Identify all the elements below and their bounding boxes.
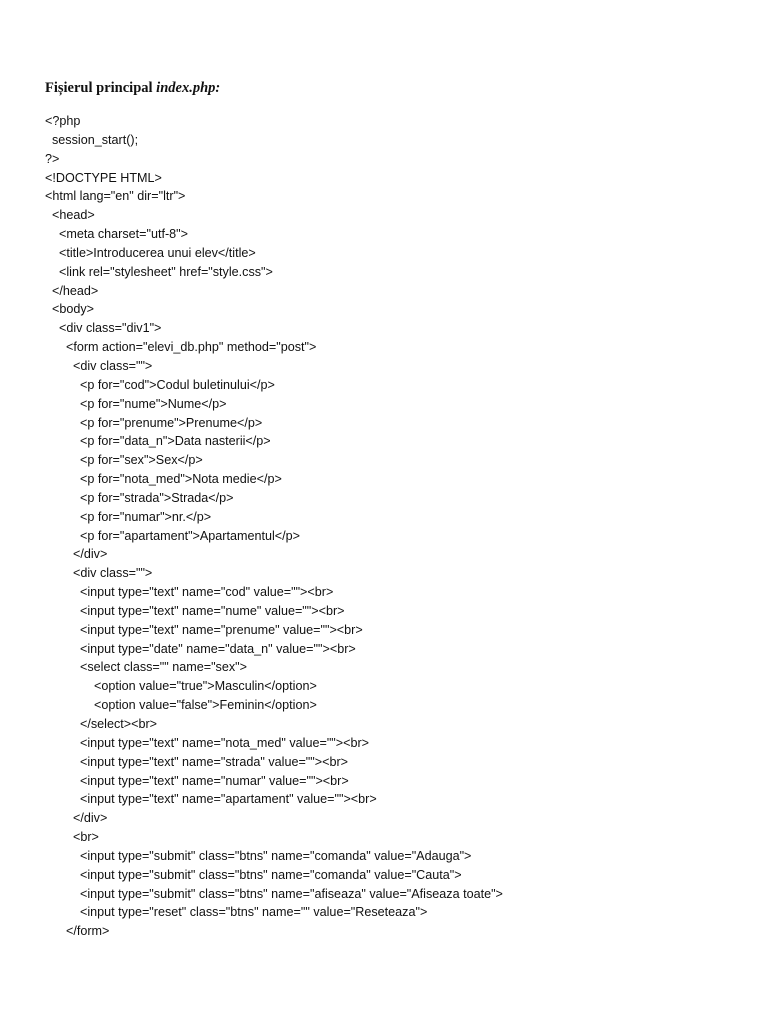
code-line: <meta charset="utf-8"> bbox=[45, 227, 188, 242]
section-heading bbox=[45, 80, 220, 97]
code-line: <input type="text" name="nota_med" value=""><br> bbox=[45, 735, 370, 750]
code-line: <br> bbox=[45, 830, 99, 845]
code-line: <input type="text" name="prenume" value=""><br> bbox=[45, 622, 363, 637]
code-line: <div class="div1"> bbox=[45, 321, 162, 336]
code-line: <option value="true">Masculin</option> bbox=[45, 679, 317, 694]
code-line: <input type="submit" class="btns" name="comanda" value="Cauta"> bbox=[45, 867, 462, 882]
code-line: <div class=""> bbox=[45, 358, 153, 373]
code-line: <p for="sex">Sex</p> bbox=[45, 453, 203, 468]
code-line: <p for="data_n">Data nasterii</p> bbox=[45, 434, 271, 449]
code-line: <?php bbox=[45, 114, 81, 128]
code-line: <input type="text" name="numar" value=""><br> bbox=[45, 773, 349, 788]
code-listing bbox=[45, 112, 503, 941]
code-line: <p for="strada">Strada</p> bbox=[45, 490, 234, 505]
code-line: <title>Introducerea unui elev</title> bbox=[45, 245, 256, 260]
code-line: </div> bbox=[45, 811, 108, 826]
code-line: <p for="nume">Nume</p> bbox=[45, 396, 227, 411]
code-line: </div> bbox=[45, 547, 108, 562]
heading-filename: index.php: bbox=[156, 80, 221, 96]
code-line: <option value="false">Feminin</option> bbox=[45, 698, 317, 713]
code-line: </select><br> bbox=[45, 717, 158, 731]
code-line: <p for="nota_med">Nota medie</p> bbox=[45, 472, 282, 487]
code-line: <form action="elevi_db.php" method="post"> bbox=[45, 340, 317, 355]
code-line: <input type="submit" class="btns" name="afiseaza" value="Afiseaza toate"> bbox=[45, 886, 503, 901]
code-line: <div class=""> bbox=[45, 566, 153, 581]
code-line: <input type="submit" class="btns" name="comanda" value="Adauga"> bbox=[45, 848, 472, 863]
code-line: <p for="cod">Codul buletinului</p> bbox=[45, 377, 275, 392]
code-line: <link rel="stylesheet" href="style.css"> bbox=[45, 264, 273, 279]
code-line: <input type="date" name="data_n" value=""><br> bbox=[45, 641, 356, 656]
code-line: </form> bbox=[45, 924, 110, 939]
code-line: <input type="text" name="strada" value=""><br> bbox=[45, 754, 349, 769]
code-line: session_start(); bbox=[45, 132, 139, 147]
code-line: <select class="" name="sex"> bbox=[45, 660, 247, 675]
code-line: <p for="prenume">Prenume</p> bbox=[45, 415, 263, 430]
code-line: <p for="numar">nr.</p> bbox=[45, 509, 212, 524]
code-line: <html lang="en" dir="ltr"> bbox=[45, 189, 186, 204]
code-line: <input type="text" name="apartament" value=""><br> bbox=[45, 792, 377, 807]
heading-label: Fișierul principal bbox=[45, 80, 153, 96]
code-line: </head> bbox=[45, 283, 99, 298]
code-line: <input type="text" name="nume" value=""><br> bbox=[45, 603, 345, 618]
code-line: <body> bbox=[45, 302, 95, 317]
code-line: <input type="reset" class="btns" name="" value="Reseteaza"> bbox=[45, 905, 428, 920]
code-line: <p for="apartament">Apartamentul</p> bbox=[45, 528, 301, 543]
code-line: <head> bbox=[45, 208, 95, 223]
code-line: <!DOCTYPE HTML> bbox=[45, 170, 162, 185]
code-line: <input type="text" name="cod" value=""><br> bbox=[45, 585, 334, 600]
code-line: ?> bbox=[45, 151, 60, 166]
